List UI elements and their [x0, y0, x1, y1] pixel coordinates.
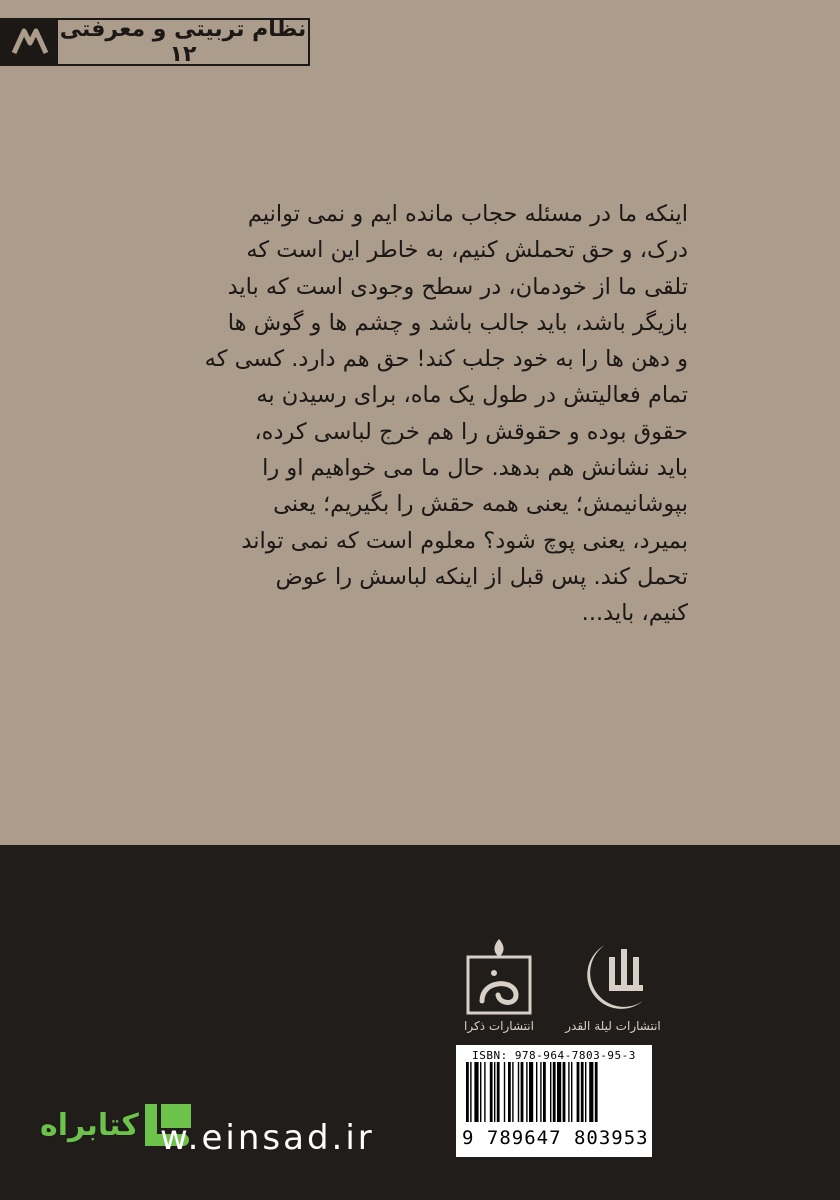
barcode-bars: [462, 1062, 646, 1122]
publisher-zekr-name: انتشارات ذکرا: [464, 1019, 534, 1033]
back-cover-blurb: [150, 196, 688, 632]
blurb-line: حقوق بوده و حقوقش را هم خرج لباسی کرده،: [254, 418, 688, 445]
blurb-line: تحمل کند. پس قبل از اینکه لباسش را عوض: [275, 563, 688, 590]
blurb-line: کنیم، باید...: [581, 600, 688, 627]
publisher-leila-name: انتشارات لیلة القدر: [565, 1019, 661, 1033]
blurb-line: تلقی ما از خودمان، در سطح وجودی است که باید: [227, 273, 688, 300]
blurb-line: بازیگر باشد، باید جالب باشد و چشم ها و گوش ها: [227, 309, 688, 336]
barcode: [456, 1045, 652, 1157]
blurb-line: بمیرد، یعنی پوچ شود؟ معلوم است که نمی تواند: [241, 527, 688, 554]
blurb-line: باید نشانش هم بدهد. حال ما می خواهیم او را: [262, 455, 688, 482]
barcode-digits: 9 789647 803953: [462, 1127, 649, 1149]
series-label-box: [0, 18, 310, 66]
series-logo: [2, 20, 58, 64]
website-url: w.einsad.ir: [160, 1118, 375, 1158]
series-title: نظام تربیتی و معرفتی ۱۲: [59, 17, 307, 67]
blurb-line: درک، و حق تحملش کنیم، به خاطر این است که: [246, 237, 688, 264]
watermark-text: کتابراه: [40, 1107, 139, 1143]
zekr-logo-icon: [464, 935, 534, 1015]
isbn-label: ISBN: 978-964-7803-95-3: [472, 1049, 636, 1062]
blurb-line: اینکه ما در مسئله حجاب مانده ایم و نمی توانیم: [247, 201, 688, 227]
publisher-zekr: [455, 935, 543, 1033]
blurb-line: بپوشانیمش؛ یعنی همه حقش را بگیریم؛ یعنی: [273, 491, 688, 518]
blurb-line: تمام فعالیتش در طول یک ماه، برای رسیدن به: [256, 382, 688, 409]
publisher-leila: [558, 935, 668, 1033]
blurb-line: و دهن ها را به خود جلب کند! حق هم دارد. کسی که: [204, 346, 688, 373]
crescent-moon-logo-icon: [565, 935, 661, 1015]
